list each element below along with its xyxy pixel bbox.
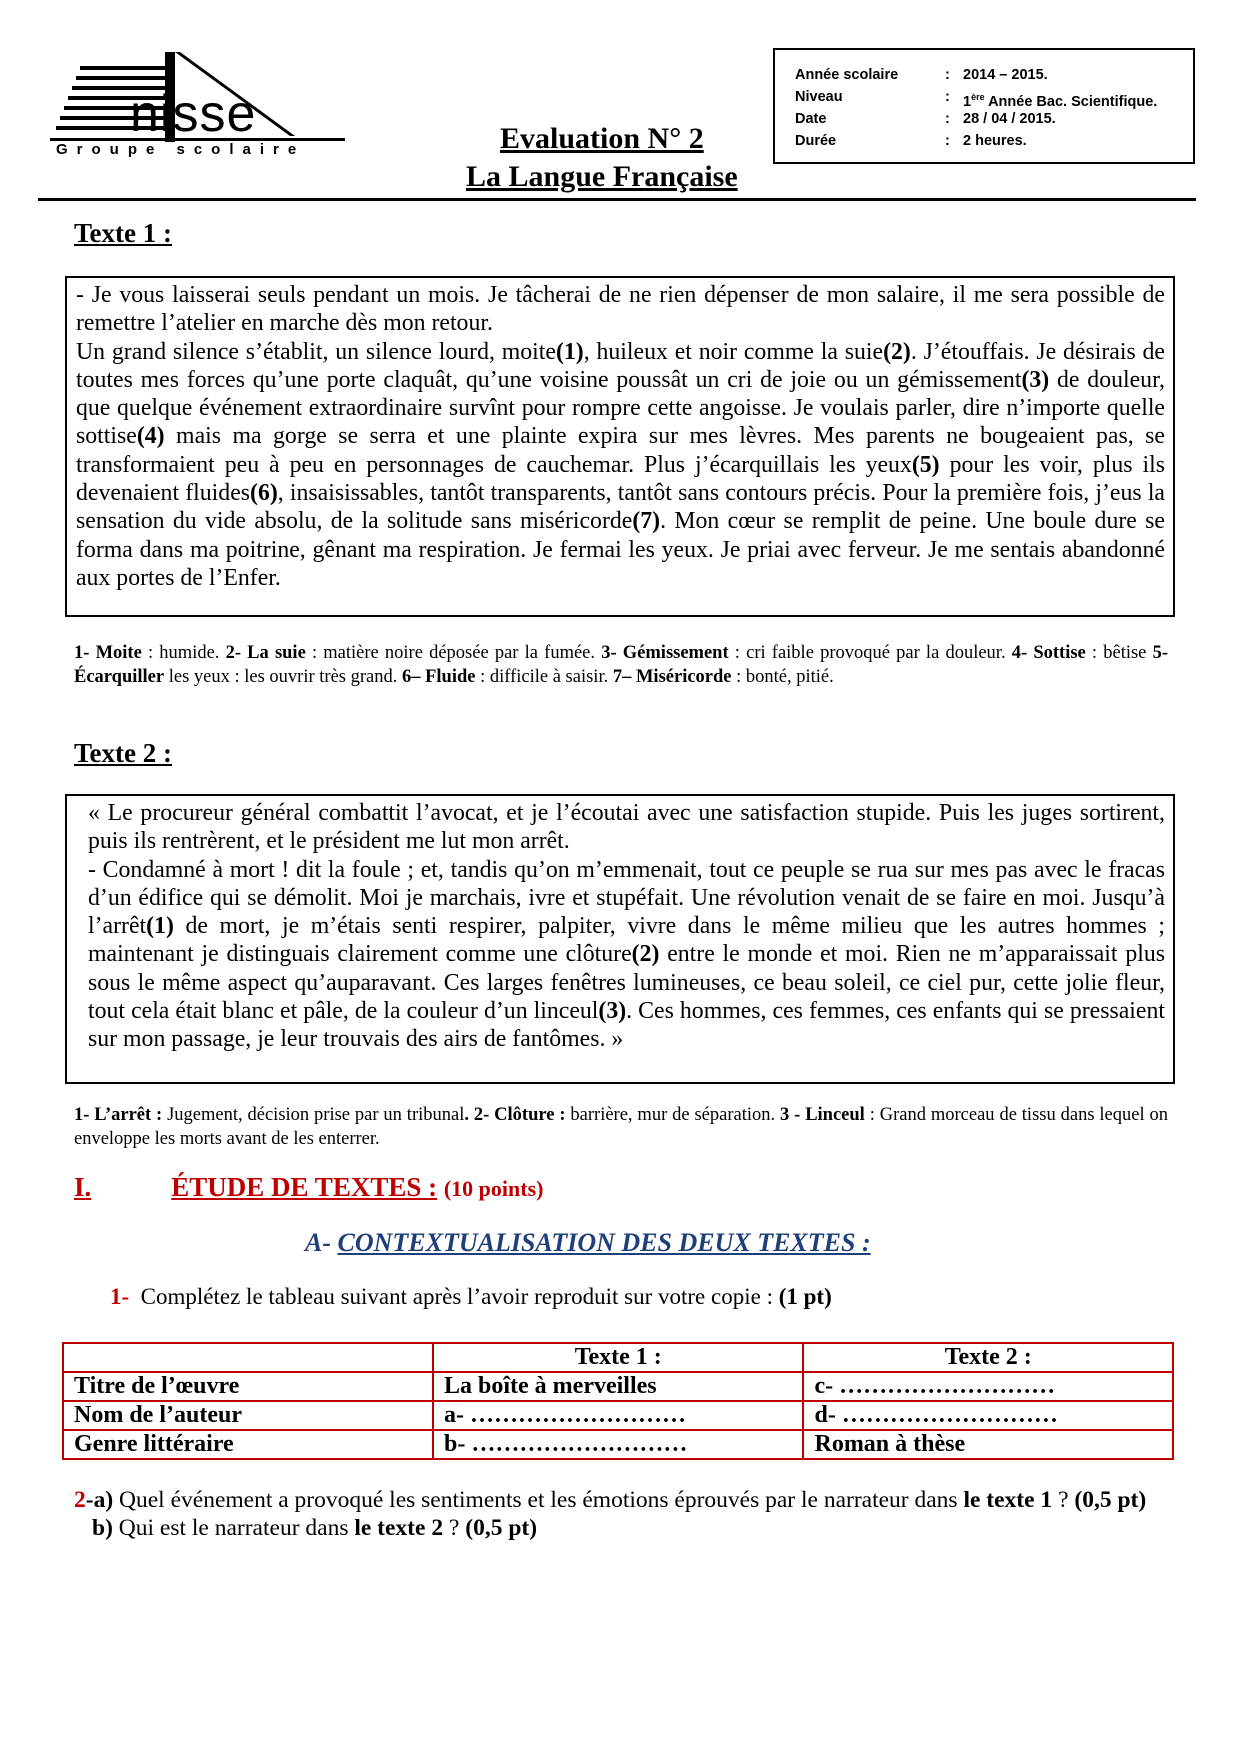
- logo-subtitle: Groupe scolaire: [56, 141, 306, 158]
- header-divider: [38, 198, 1196, 201]
- table-row: Titre de l’œuvre La boîte à merveilles c- ………………………: [63, 1372, 1173, 1401]
- texte1-paragraph-1: - Je vous laisserai seuls pendant un mois. Je tâcherai de ne rien dépenser de mon salaire, il me sera possible de remettre l’atelier en marche dès mon retour.: [76, 282, 1165, 337]
- question-1: 1- Complétez le tableau suivant après l’avoir reproduit sur votre copie : (1 pt): [110, 1284, 832, 1309]
- texte2-paragraph-2: - Condamné à mort ! dit la foule ; et, tandis qu’on m’emmenait, tout ce peuple se rua sur mes pas avec le fracas d’un édifice qui se démolit. Moi je marchais, ivre et stupéfait. Une révolution venait de se faire en moi. Jusqu’à l’arrêt(1) de mort, je m’étais senti respirer, palpiter, vivre dans le même milieu que les autres hommes ; maintenant je distinguais clairement comme une clôture(2) entre le monde et moi. Rien ne m’apparaissait plus sous le même aspect qu’auparavant. Ces larges fenêtres lumineuses, ce beau soleil, ce ciel pur, cette jolie fleur, tout cela était blanc et pâle, de la couleur d’un linceul(3). Ces hommes, ces femmes, ces enfants qui se pressaient sur mon passage, je leur trouvais des airs de fantômes. »: [88, 856, 1165, 1053]
- texte2-title: Texte 2 :: [74, 738, 172, 768]
- exam-info-box: Année scolaire : 2014 – 2015. Niveau : 1ère Année Bac. Scientifique. Date : 28 / 04 / 2015. Durée : 2 heures.: [773, 48, 1195, 164]
- texte2-box: [65, 794, 1175, 1084]
- texte1-paragraph-2: Un grand silence s’établit, un silence lourd, moite(1), huileux et noir comme la suie(2). J’étouffais. Je désirais de toutes mes forces qu’une porte claquât, qu’une voisine poussât un cri de joie ou un gémissement(3) de douleur, que quelque événement extraordinaire survînt pour rompre cette angoisse. Je voulais parler, dire n’importe quelle sottise(4) mais ma gorge se serra et une plainte expira sur mes lèvres. Mes parents ne bougeaient pas, se transformaient peu à peu en personnages de cauchemar. Plus j’écarquillais les yeux(5) pour les voir, plus ils devenaient fluides(6), insaisissables, tantôt transparents, tantôt sans contours précis. Pour la première fois, j’eus la sensation du vide absolu, de la solitude sans miséricorde(7). Mon cœur se remplit de peine. Une boule dure se forma dans ma poitrine, gênant ma respiration. Je fermai les yeux. Je priai avec ferveur. Je me sentais abandonné aux portes de l’Enfer.: [76, 338, 1165, 591]
- texte1-title: Texte 1 :: [74, 218, 172, 248]
- question-2a: 2-a) Quel événement a provoqué les sentiments et les émotions éprouvés par le narrateur dans le texte 1 ? (0,5 pt): [74, 1487, 1147, 1513]
- question-2: [74, 1486, 1174, 1542]
- evaluation-title: Evaluation N° 2: [500, 122, 704, 155]
- table-row: Nom de l’auteur a- ……………………… d- ………………………: [63, 1401, 1173, 1430]
- table-row: Genre littéraire b- ……………………… Roman à thèse: [63, 1430, 1173, 1459]
- texte2-paragraph-1: « Le procureur général combattit l’avocat, et je l’écoutai avec une satisfaction stupide. Puis les juges sortirent, puis ils rentrèrent, et le président me lut mon arrêt.: [88, 800, 1165, 855]
- texte1-glossary: 1- Moite : humide. 2- La suie : matière noire déposée par la fumée. 3- Gémissement : cri faible provoqué par la douleur. 4- Sottise : bêtise 5- Écarquiller les yeux : les ouvrir très grand. 6– Fluide : difficile à saisir. 7– Miséricorde : bonté, pitié.: [74, 643, 1168, 687]
- logo-wordmark: nisse: [130, 85, 257, 143]
- subject-title: La Langue Française: [466, 160, 738, 193]
- texte1-box: [65, 276, 1175, 617]
- question-2b: b) Qui est le narrateur dans le texte 2 ? (0,5 pt): [92, 1515, 538, 1541]
- section-heading-etude: I. ÉTUDE DE TEXTES : (10 points): [74, 1172, 544, 1202]
- texte2-glossary: 1- L’arrêt : Jugement, décision prise par un tribunal. 2- Clôture : barrière, mur de séparation. 3 - Linceul : Grand morceau de tissu dans lequel on enveloppe les morts avant de les enterrer.: [74, 1105, 1169, 1149]
- contextualisation-table: [62, 1342, 1174, 1460]
- table-header-row: Texte 1 : Texte 2 :: [63, 1343, 1173, 1372]
- section-heading-contextualisation: A- CONTEXTUALISATION DES DEUX TEXTES :: [305, 1228, 871, 1257]
